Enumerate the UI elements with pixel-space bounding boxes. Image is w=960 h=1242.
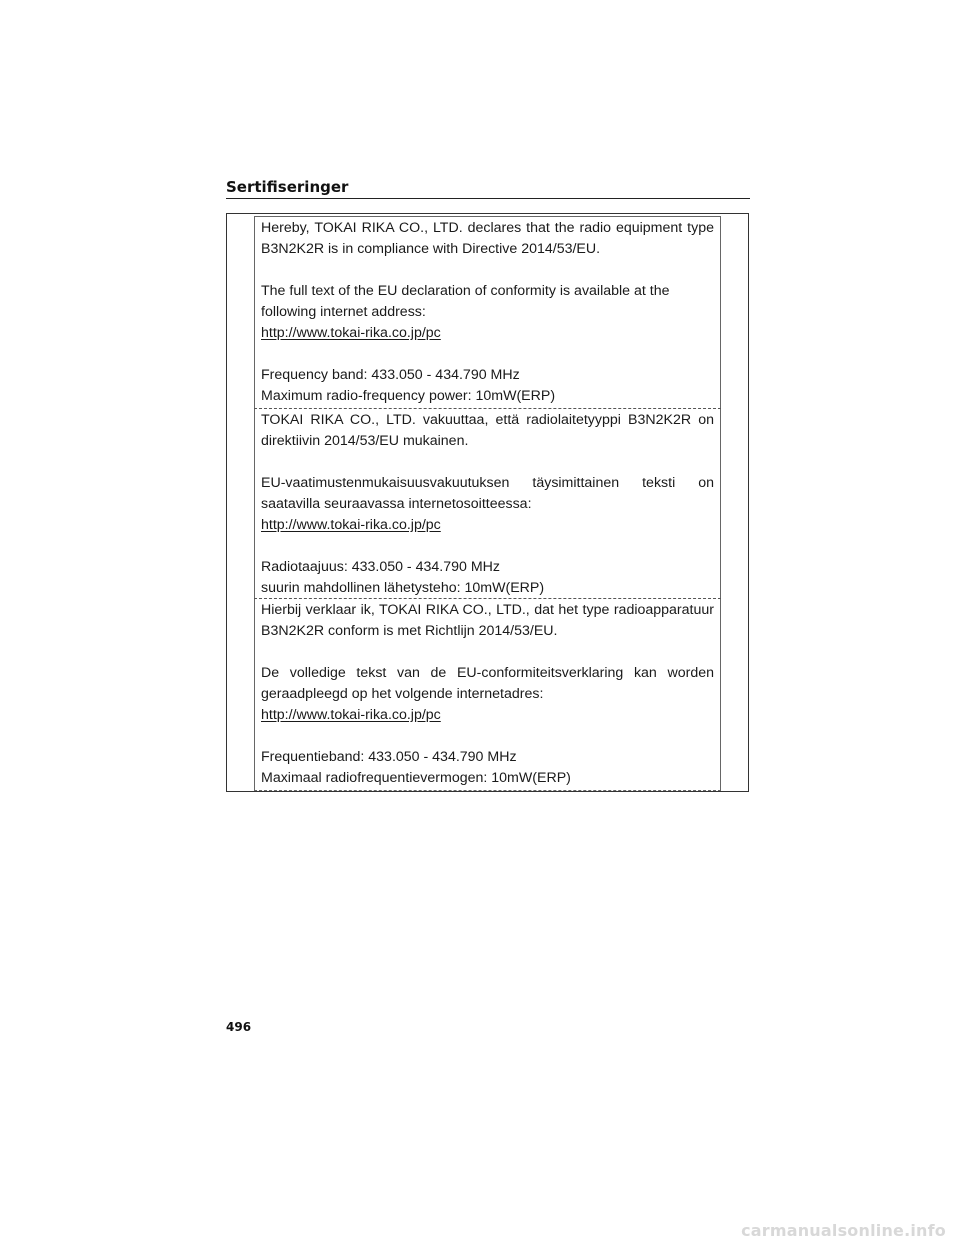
availability-text: EU-vaatimustenmukaisuusvakuutuksen täysimittainen teksti on saatavilla seuraavassa internetosoitteessa: bbox=[261, 475, 714, 512]
declaration-block-nl bbox=[261, 600, 714, 789]
section-divider bbox=[254, 408, 721, 409]
frequency-text: Radiotaajuus: 433.050 - 434.790 MHz bbox=[261, 559, 500, 575]
declaration-text: TOKAI RIKA CO., LTD. vakuuttaa, että radiolaitetyyppi B3N2K2R on direktiivin 2014/53/EU mukainen. bbox=[261, 412, 714, 449]
declaration-link[interactable]: http://www.tokai-rika.co.jp/pc bbox=[261, 325, 441, 341]
page-title: Sertifiseringer bbox=[226, 178, 349, 196]
availability-text: De volledige tekst van de EU-conformiteitsverklaring kan worden geraadpleegd op het volgende internetadres: bbox=[261, 665, 714, 702]
section-divider bbox=[254, 598, 721, 599]
power-text: suurin mahdollinen lähetysteho: 10mW(ERP) bbox=[261, 580, 545, 596]
declaration-text: Hereby, TOKAI RIKA CO., LTD. declares that the radio equipment type B3N2K2R is in compliance with Directive 2014/53/EU. bbox=[261, 220, 714, 257]
title-rule bbox=[226, 198, 750, 199]
declaration-block-en bbox=[261, 218, 714, 407]
frequency-text: Frequency band: 433.050 - 434.790 MHz bbox=[261, 367, 520, 383]
page-number: 496 bbox=[226, 1020, 252, 1034]
declaration-link[interactable]: http://www.tokai-rika.co.jp/pc bbox=[261, 707, 441, 723]
declaration-link[interactable]: http://www.tokai-rika.co.jp/pc bbox=[261, 517, 441, 533]
power-text: Maximaal radiofrequentievermogen: 10mW(ERP) bbox=[261, 770, 571, 786]
declaration-block-fi bbox=[261, 410, 714, 599]
declaration-text: Hierbij verklaar ik, TOKAI RIKA CO., LTD., dat het type radioapparatuur B3N2K2R conform is met Richtlijn 2014/53/EU. bbox=[261, 602, 714, 639]
availability-text: The full text of the EU declaration of conformity is available at the following internet address: bbox=[261, 283, 670, 320]
power-text: Maximum radio-frequency power: 10mW(ERP) bbox=[261, 388, 556, 404]
frequency-text: Frequentieband: 433.050 - 434.790 MHz bbox=[261, 749, 517, 765]
watermark: carmanualsonline.info bbox=[741, 1221, 946, 1240]
